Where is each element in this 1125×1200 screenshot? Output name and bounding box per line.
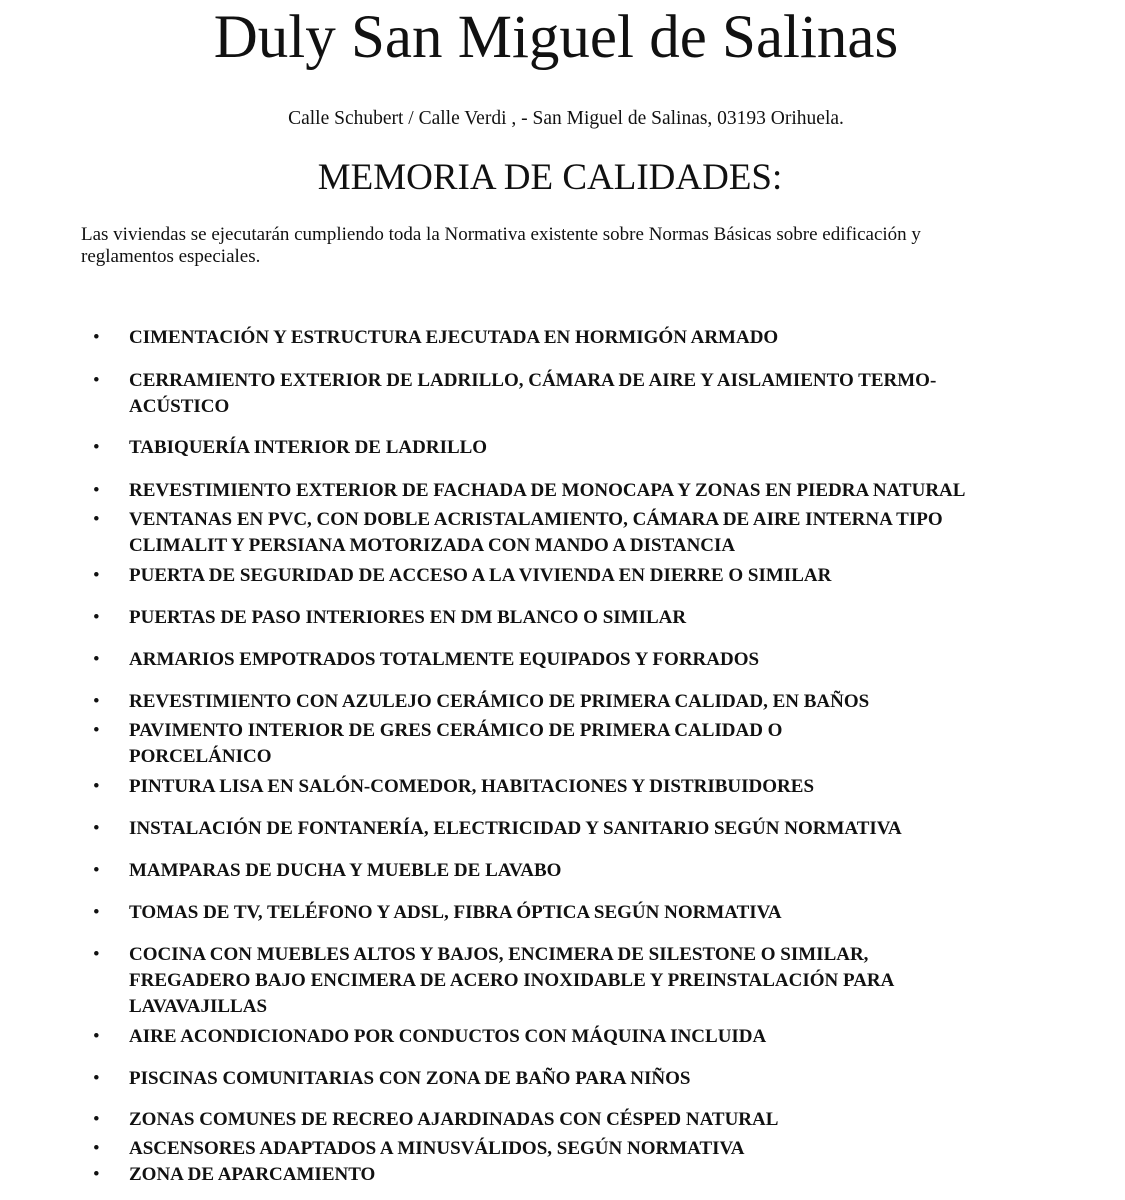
bullet-icon: • <box>93 691 100 712</box>
intro-line: reglamentos especiales. <box>81 246 261 267</box>
bullet-icon: • <box>93 509 100 530</box>
list-item <box>93 816 1029 842</box>
bullet-icon: • <box>93 1164 100 1185</box>
document-title: Duly San Miguel de Salinas <box>213 4 899 71</box>
list-item <box>93 1107 1029 1133</box>
list-item-line: CLIMALIT Y PERSIANA MOTORIZADA CON MANDO A DISTANCIA <box>129 535 736 556</box>
bullet-icon: • <box>93 776 100 797</box>
list-item <box>93 858 1029 884</box>
list-item-line: FREGADERO BAJO ENCIMERA DE ACERO INOXIDABLE Y PREINSTALACIÓN PARA <box>129 970 895 991</box>
list-item <box>93 1066 1029 1092</box>
list-item-line: REVESTIMIENTO EXTERIOR DE FACHADA DE MONOCAPA Y ZONAS EN PIEDRA NATURAL <box>129 480 966 501</box>
list-item <box>93 1136 1029 1162</box>
bullet-icon: • <box>93 1138 100 1159</box>
bullet-icon: • <box>93 607 100 628</box>
bullet-icon: • <box>93 437 100 458</box>
list-item-line: PUERTA DE SEGURIDAD DE ACCESO A LA VIVIENDA EN DIERRE O SIMILAR <box>129 565 832 586</box>
list-item <box>93 325 1029 351</box>
list-item <box>93 689 1029 715</box>
list-item-line: VENTANAS EN PVC, CON DOBLE ACRISTALAMIENTO, CÁMARA DE AIRE INTERNA TIPO <box>129 509 943 530</box>
list-item <box>93 718 1029 770</box>
list-item-line: TABIQUERÍA INTERIOR DE LADRILLO <box>129 437 488 458</box>
list-item-line: PUERTAS DE PASO INTERIORES EN DM BLANCO O SIMILAR <box>129 607 687 628</box>
intro-paragraph <box>81 224 981 268</box>
bullet-icon: • <box>93 565 100 586</box>
bullet-icon: • <box>93 327 100 348</box>
bullet-icon: • <box>93 1109 100 1130</box>
list-item-line: MAMPARAS DE DUCHA Y MUEBLE DE LAVABO <box>129 860 562 881</box>
list-item <box>93 1162 1029 1188</box>
bullet-icon: • <box>93 902 100 923</box>
list-item-line: CERRAMIENTO EXTERIOR DE LADRILLO, CÁMARA DE AIRE Y AISLAMIENTO TERMO- <box>129 370 937 391</box>
list-item <box>93 647 1029 673</box>
list-item <box>93 563 1029 589</box>
list-item-line: INSTALACIÓN DE FONTANERÍA, ELECTRICIDAD Y SANITARIO SEGÚN NORMATIVA <box>129 818 902 839</box>
list-item-line: PISCINAS COMUNITARIAS CON ZONA DE BAÑO PARA NIÑOS <box>129 1068 691 1089</box>
list-item-line: ZONA DE APARCAMIENTO <box>129 1164 376 1185</box>
list-item-line: ASCENSORES ADAPTADOS A MINUSVÁLIDOS, SEGÚN NORMATIVA <box>129 1138 745 1159</box>
list-item <box>93 900 1029 926</box>
list-item <box>93 774 1029 800</box>
list-item <box>93 435 1029 461</box>
list-item-line: REVESTIMIENTO CON AZULEJO CERÁMICO DE PRIMERA CALIDAD, EN BAÑOS <box>129 691 870 712</box>
list-item-line: AIRE ACONDICIONADO POR CONDUCTOS CON MÁQUINA INCLUIDA <box>129 1026 767 1047</box>
bullet-icon: • <box>93 1026 100 1047</box>
list-item <box>93 1024 1029 1050</box>
list-item-line: CIMENTACIÓN Y ESTRUCTURA EJECUTADA EN HORMIGÓN ARMADO <box>129 327 779 348</box>
intro-line: Las viviendas se ejecutarán cumpliendo toda la Normativa existente sobre Normas Básicas sobre edificación y <box>81 224 921 245</box>
list-item-line: PAVIMENTO INTERIOR DE GRES CERÁMICO DE PRIMERA CALIDAD O <box>129 720 783 741</box>
list-item-line: LAVAVAJILLAS <box>129 996 268 1017</box>
bullet-icon: • <box>93 944 100 965</box>
address-line: Calle Schubert / Calle Verdi , - San Miguel de Salinas, 03193 Orihuela. <box>288 108 844 129</box>
bullet-icon: • <box>93 1068 100 1089</box>
section-heading: MEMORIA DE CALIDADES: <box>317 157 783 198</box>
bullet-icon: • <box>93 818 100 839</box>
bullet-icon: • <box>93 370 100 391</box>
list-item <box>93 942 1029 1020</box>
list-item <box>93 605 1029 631</box>
list-item-line: PORCELÁNICO <box>129 746 272 767</box>
list-item-line: TOMAS DE TV, TELÉFONO Y ADSL, FIBRA ÓPTICA SEGÚN NORMATIVA <box>129 902 782 923</box>
bullet-icon: • <box>93 649 100 670</box>
list-item-line: ARMARIOS EMPOTRADOS TOTALMENTE EQUIPADOS Y FORRADOS <box>129 649 760 670</box>
list-item-line: COCINA CON MUEBLES ALTOS Y BAJOS, ENCIMERA DE SILESTONE O SIMILAR, <box>129 944 869 965</box>
list-item-line: ZONAS COMUNES DE RECREO AJARDINADAS CON CÉSPED NATURAL <box>129 1109 779 1130</box>
bullet-icon: • <box>93 480 100 501</box>
bullet-icon: • <box>93 860 100 881</box>
list-item <box>93 368 1029 420</box>
list-item <box>93 507 1029 559</box>
list-item-line: ACÚSTICO <box>129 396 230 417</box>
bullet-icon: • <box>93 720 100 741</box>
list-item-line: PINTURA LISA EN SALÓN-COMEDOR, HABITACIONES Y DISTRIBUIDORES <box>129 776 815 797</box>
list-item <box>93 478 1029 504</box>
